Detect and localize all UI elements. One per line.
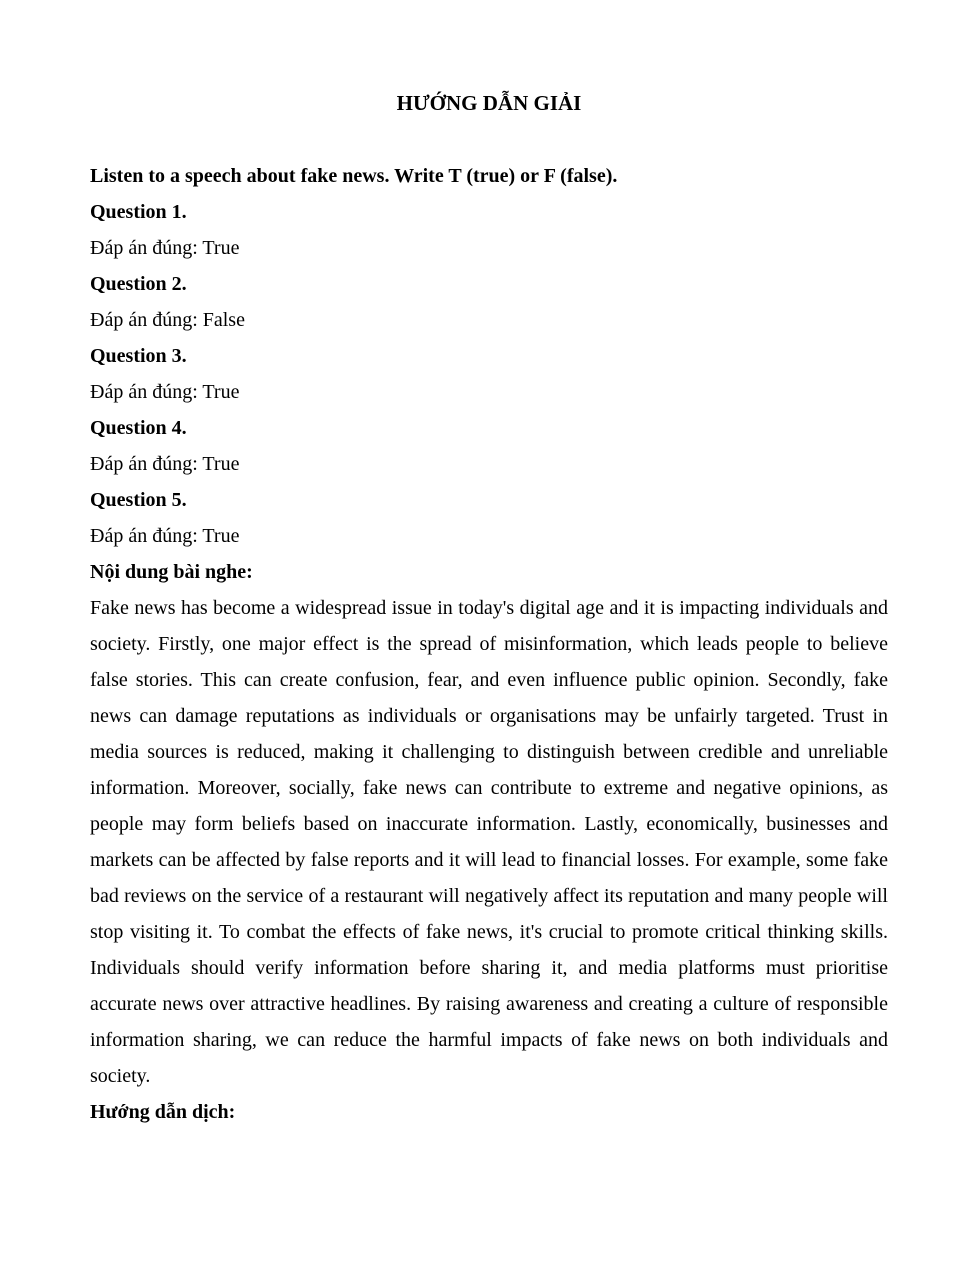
question-block (90, 338, 888, 410)
question-label: Question 4. (90, 417, 187, 439)
question-label: Question 2. (90, 273, 187, 295)
question-label: Question 1. (90, 201, 187, 223)
transcript-paragraph: Fake news has become a widespread issue in today's digital age and it is impacting individuals and society. Firstly, one major effect is the spread of misinformation, which leads people to believe false stories. This can create confusion, fear, and even influence public opinion. Secondly, fake news can damage reputations as individuals or organisations may be unfairly targeted. Trust in media sources is reduced, making it challenging to distinguish between credible and unreliable information. Moreover, socially, fake news can contribute to extreme and negative opinions, as people may form beliefs based on inaccurate information. Lastly, economically, businesses and markets can be affected by false reports and it will lead to financial losses. For example, some fake bad reviews on the service of a restaurant will negatively affect its reputation and many people will stop visiting it. To combat the effects of fake news, it's crucial to promote critical thinking skills. Individuals should verify information before sharing it, and media platforms must prioritise accurate news over attractive headlines. By raising awareness and creating a culture of responsible information sharing, we can reduce the harmful impacts of fake news on both individuals and society. (90, 597, 888, 1087)
question-block (90, 482, 888, 554)
question-block (90, 410, 888, 482)
question-answer: Đáp án đúng: True (90, 381, 240, 403)
question-label: Question 5. (90, 489, 187, 511)
document-title: HƯỚNG DẪN GIẢI (396, 91, 582, 115)
question-answer: Đáp án đúng: True (90, 453, 240, 475)
instruction-text: Listen to a speech about fake news. Write T (true) or F (false). (90, 165, 618, 187)
question-label: Question 3. (90, 345, 187, 367)
question-answer: Đáp án đúng: True (90, 525, 240, 547)
question-answer: Đáp án đúng: True (90, 237, 240, 259)
transcript-heading: Nội dung bài nghe: (90, 561, 253, 583)
question-block (90, 266, 888, 338)
question-answer: Đáp án đúng: False (90, 309, 245, 331)
translation-heading: Hướng dẫn dịch: (90, 1101, 236, 1123)
question-block (90, 194, 888, 266)
